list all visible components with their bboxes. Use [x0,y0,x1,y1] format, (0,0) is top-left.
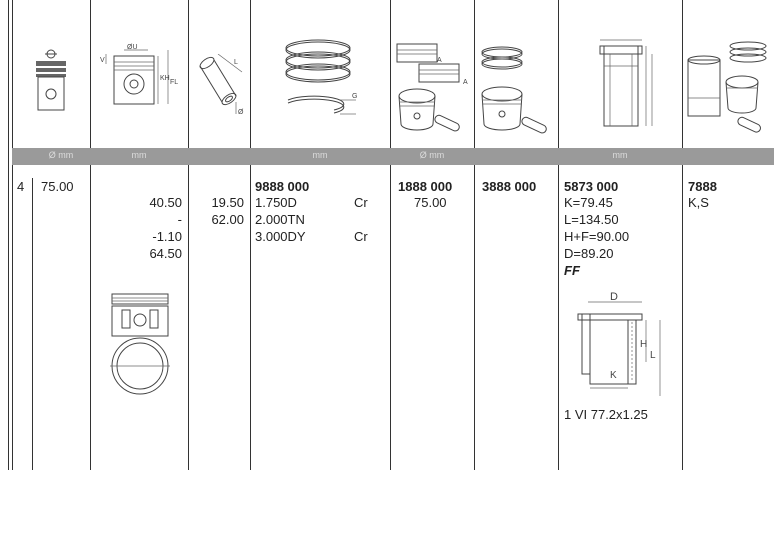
liner-spec: H+F=90.00 [564,229,630,244]
svg-text:KH: KH [160,75,170,82]
col-divider-5 [390,0,391,470]
ring-coating: Cr [354,195,368,210]
piston-rings-icon [276,38,372,124]
kit-part-number: 7888 [688,179,717,194]
piston-assembly-icon [393,38,473,136]
col-divider-2 [90,0,91,470]
ring-size: 2.000TN [255,212,305,227]
border-left-inner [12,0,13,470]
liner-label-h: H [640,339,648,350]
piston-pin-icon [192,54,248,118]
liner-note: 1 VI 77.2x1.25 [564,407,648,422]
col-divider-6 [474,0,475,470]
bore-diameter: 75.00 [41,179,74,194]
liner-flag: FF [564,263,580,278]
svg-text:ØU: ØU [127,44,138,51]
col-divider-3 [188,0,189,470]
svg-text:FL: FL [170,79,179,86]
kit-complete-icon [684,38,772,136]
cylinder-count: 4 [17,179,25,194]
dim-value: 40.50 [149,195,182,210]
svg-text:A: A [437,57,442,64]
ring-size: 1.750D [255,195,297,210]
liner-label-d: D [610,292,618,303]
piston-with-rings-icon [478,44,556,136]
piston-diameter: 75.00 [414,195,447,210]
liner-part-number: 5873 000 [564,179,619,194]
border-left-outer [8,0,9,470]
piston-rings-part-number: 3888 000 [482,179,537,194]
liner-spec: L=134.50 [564,212,619,227]
cylinder-liner-icon [590,36,660,132]
col-divider-7 [558,0,559,470]
unit-liner: mm [612,150,628,160]
piston-sketch-icon [106,290,176,420]
dim-value: 64.50 [149,246,182,261]
liner-spec: K=79.45 [564,195,613,210]
col-divider-4 [250,0,251,470]
piston-part-number: 1888 000 [398,179,453,194]
piston-dimensions-icon [96,40,184,120]
pin-value: 62.00 [211,212,244,227]
pin-value: 19.50 [211,195,244,210]
svg-text:G: G [352,93,358,100]
unit-dims: mm [131,150,147,160]
rings-part-number: 9888 000 [255,179,310,194]
ring-size: 3.000DY [255,229,306,244]
liner-diagram-icon [570,292,670,402]
piston-icon [28,48,74,118]
dim-value: - [177,212,182,227]
liner-label-k: K [610,370,617,381]
svg-text:L: L [234,59,238,66]
ring-coating: Cr [354,229,368,244]
liner-label-l: L [650,350,656,361]
svg-text:A: A [463,79,468,86]
svg-text:Ø: Ø [238,109,244,116]
liner-spec: D=89.20 [564,246,614,261]
dim-value: -1.10 [152,229,182,244]
unit-bore: Ø mm [48,150,74,160]
col-divider-1 [32,178,33,470]
svg-text:V: V [100,57,105,64]
col-divider-8 [682,0,683,470]
unit-rings: mm [312,150,328,160]
kit-code: K,S [688,195,709,210]
unit-piston: Ø mm [419,150,445,160]
